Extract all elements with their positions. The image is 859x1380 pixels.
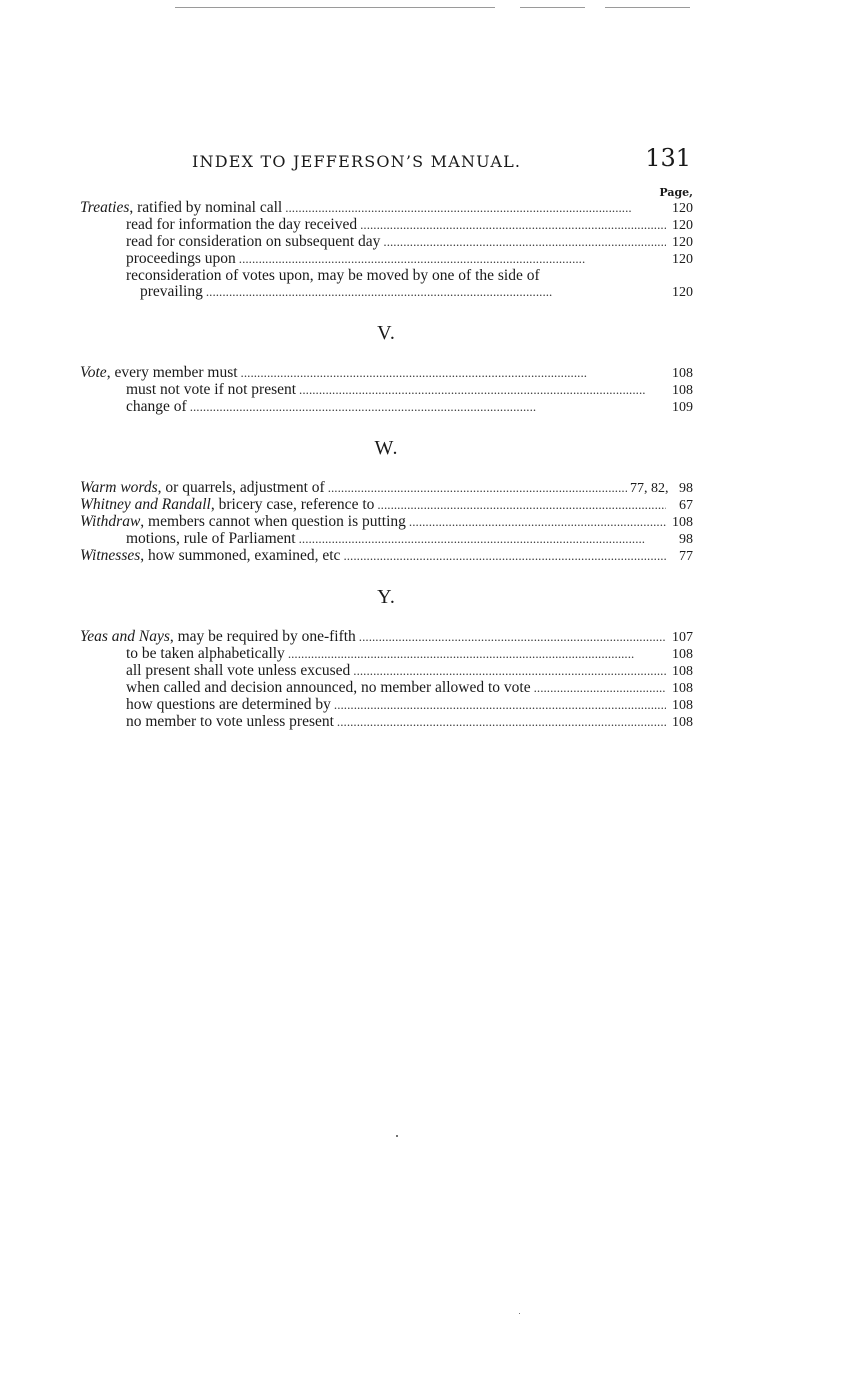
entry-page: 120	[672, 201, 693, 216]
index-subentry	[80, 714, 693, 731]
index-subentry	[80, 251, 693, 268]
dot-leader	[534, 680, 666, 696]
entry-text: , ratified by nominal call	[129, 199, 283, 216]
dot-leader	[328, 480, 627, 496]
entry-text: , every member must	[106, 364, 238, 381]
dot-leader	[343, 548, 666, 564]
dot-leader	[241, 365, 666, 381]
index-entry	[80, 629, 693, 646]
dot-leader	[334, 697, 666, 713]
entry-text: motions, rule of Parliament	[126, 530, 296, 547]
dot-leader	[359, 629, 666, 645]
entry-text: , may be required by one-fifth	[169, 628, 356, 645]
entry-heading: Warm words	[80, 479, 158, 496]
running-title: INDEX TO JEFFERSON’S MANUAL.	[192, 152, 522, 171]
entry-heading: Yeas and Nays	[80, 628, 170, 645]
entry-text: read for consideration on subsequent day	[126, 233, 381, 250]
entry-page: 77, 82, 98	[630, 481, 693, 496]
dot-leader	[239, 251, 666, 267]
dot-leader	[288, 646, 666, 662]
index-section-v	[80, 365, 693, 416]
dot-leader	[206, 284, 666, 300]
entry-heading: Treaties	[80, 199, 130, 216]
entry-heading: Witnesses	[80, 547, 141, 564]
entry-page: 108	[672, 515, 693, 530]
entry-page: 108	[672, 715, 693, 730]
index-section-y	[80, 629, 693, 731]
dot-leader	[383, 234, 666, 250]
entry-text: proceedings upon	[126, 250, 236, 267]
entry-page: 120	[672, 218, 693, 233]
entry-page: 108	[672, 366, 693, 381]
page-column-label: Page,	[659, 186, 693, 199]
entry-page: 77	[679, 549, 693, 564]
entry-page: 98	[679, 532, 693, 547]
entry-page: 108	[672, 698, 693, 713]
index-entry	[80, 514, 693, 531]
scan-speck	[519, 1313, 520, 1314]
dot-leader	[299, 382, 666, 398]
entry-page: 107	[672, 630, 693, 645]
index-subentry	[80, 268, 693, 284]
entry-page: 108	[672, 383, 693, 398]
dot-leader	[190, 399, 666, 415]
dot-leader	[299, 531, 666, 547]
index-section-w	[80, 480, 693, 565]
entry-page: 109	[672, 400, 693, 415]
index-subentry	[80, 399, 693, 416]
dot-leader	[409, 514, 666, 530]
scan-line	[605, 7, 690, 8]
entry-page: 67	[679, 498, 693, 513]
entry-heading: Withdraw	[80, 513, 141, 530]
dot-leader	[377, 497, 666, 513]
index-subentry	[80, 663, 693, 680]
entry-heading: Vote	[80, 364, 107, 381]
dot-leader	[337, 714, 666, 730]
section-letter-w: W.	[374, 437, 399, 459]
page-number: 131	[645, 144, 691, 172]
scan-line	[175, 7, 495, 8]
index-entry	[80, 200, 693, 217]
index-subentry	[80, 382, 693, 399]
section-letter-y: Y.	[377, 586, 396, 608]
scan-line	[520, 7, 585, 8]
entry-text: how questions are determined by	[126, 696, 331, 713]
index-entry	[80, 480, 693, 497]
index-entry	[80, 365, 693, 382]
scan-speck	[396, 1135, 398, 1137]
entry-text: , how summoned, examined, etc	[140, 547, 341, 564]
entry-heading: Whitney and Randall	[80, 496, 211, 513]
index-subentry	[80, 646, 693, 663]
index-subentry	[80, 531, 693, 548]
dot-leader	[285, 200, 666, 216]
index-entry	[80, 548, 693, 565]
index-subentry	[80, 234, 693, 251]
entry-text: change of	[126, 398, 187, 415]
dot-leader	[353, 663, 666, 679]
index-entry	[80, 497, 693, 514]
index-subentry	[80, 697, 693, 714]
entry-text: when called and decision announced, no member allowed to vote	[126, 679, 531, 696]
entry-text: reconsideration of votes upon, may be moved by one of the side of	[126, 267, 540, 284]
index-list	[80, 200, 693, 731]
entry-page: 108	[672, 647, 693, 662]
index-subentry	[80, 680, 693, 697]
entry-page: 120	[672, 285, 693, 300]
entry-page: 120	[672, 235, 693, 250]
page-header	[80, 144, 693, 178]
entry-text: read for information the day received	[126, 216, 358, 233]
entry-page: 108	[672, 681, 693, 696]
index-subentry-continuation	[80, 284, 693, 301]
index-section-t	[80, 200, 693, 301]
index-subentry	[80, 217, 693, 234]
section-letter-v: V.	[377, 322, 396, 344]
entry-text: must not vote if not present	[126, 381, 297, 398]
dot-leader	[360, 217, 666, 233]
entry-text: to be taken alphabetically	[126, 645, 285, 662]
entry-page: 120	[672, 252, 693, 267]
entry-text: all present shall vote unless excused	[126, 662, 351, 679]
entry-page: 108	[672, 664, 693, 679]
entry-text: , bricery case, reference to	[210, 496, 375, 513]
entry-text: , members cannot when question is putting	[140, 513, 406, 530]
entry-text: , or quarrels, adjustment of	[157, 479, 325, 496]
entry-text: no member to vote unless present	[126, 713, 334, 730]
entry-text: prevailing	[140, 283, 203, 300]
